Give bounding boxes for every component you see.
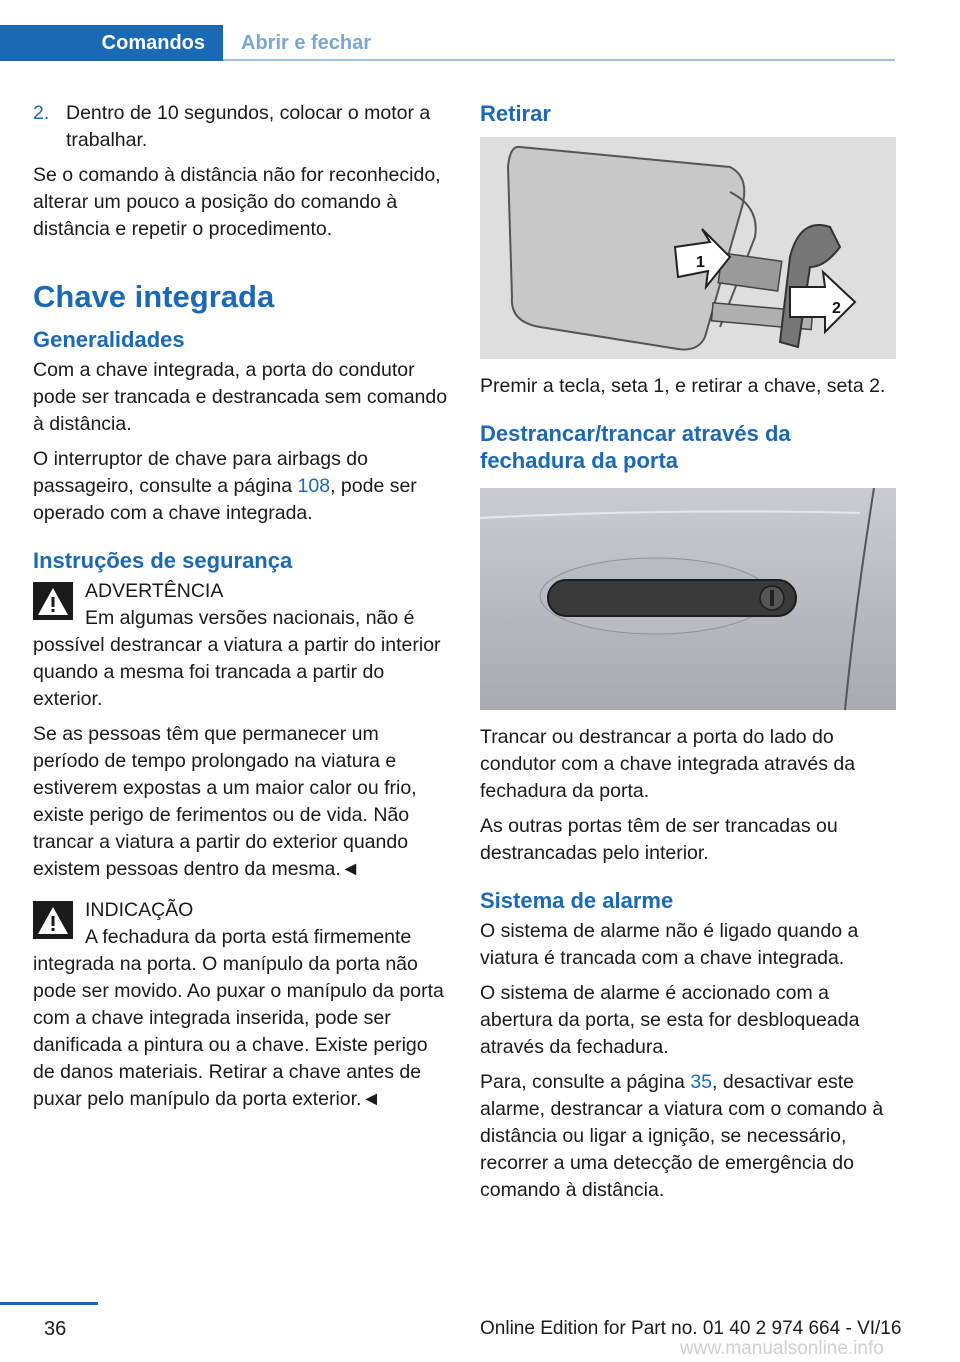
text-span: , pode ser operado com a chave integrada. [33,475,417,524]
heading-alarm: Sistema de alarme [480,888,674,913]
warning-text-1: Em algumas versões nacionais, não é possível destrancar a viatura a partir do interior quando a mesma foi trancada a partir do exterior. [33,607,441,710]
list-number: 2. [33,102,50,124]
figure-label-2: 2 [832,300,841,317]
page-header [0,0,960,62]
notice-block [33,897,449,1113]
list-item [33,100,449,154]
list-text: Dentro de 10 segundos, colocar o motor a trabalhar. [66,102,431,151]
paragraph-alarm-1: O sistema de alarme não é ligado quando a viatura é trancada com a chave integrada. [480,920,859,969]
header-rule [223,59,895,61]
warning-block [33,578,449,883]
figure-key-removal [480,137,896,359]
page-number: 36 [44,1318,67,1340]
footer-edition: Online Edition for Part no. 01 40 2 974 664 - VI/16 [480,1318,902,1339]
figure-label-1: 1 [696,254,705,271]
figure-door-handle [480,488,896,710]
notice-triangle-icon [33,901,73,939]
warning-triangle-icon [33,582,73,620]
heading-retirar: Retirar [480,101,551,126]
text-span: , desactivar este alarme, destrancar a viatura com o comando à distância ou ligar a ignição, se necessário, recorrer a uma detecção de emergência do comando à distância. [480,1071,884,1201]
page-link-35[interactable]: 35 [690,1071,713,1093]
footer-rule [0,1302,98,1305]
text-span: Para, consulte a página [480,1071,691,1093]
section-title-integrated-key: Chave integrada [33,279,275,314]
paragraph-lock-2: As outras portas têm de ser trancadas ou destrancadas pelo interior. [480,815,838,864]
tab-comandos[interactable]: Comandos [0,25,223,61]
left-column [33,100,449,1121]
paragraph-remove-key: Premir a tecla, seta 1, e retirar a chave, seta 2. [480,375,886,397]
door-handle-illustration [480,488,896,710]
paragraph-alarm-2: O sistema de alarme é accionado com a abertura da porta, se esta for desbloqueada através da fechadura. [480,982,860,1058]
paragraph-general-2 [33,446,449,527]
heading-lock-via-door: Destrancar/trancar através da fechadura da porta [480,421,791,473]
notice-text: A fechadura da porta está firmemente integrada na porta. O manípulo da porta não pode ser movido. Ao puxar o manípulo da porta com a chave integrada inserida, pode ser danificada a pintura ou a chave. Existe perigo de danos materiais. Retirar a chave antes de puxar pelo manípulo da porta exterior.◄ [33,926,444,1110]
key-removal-illustration [480,137,896,359]
paragraph-general-1: Com a chave integrada, a porta do condutor pode ser trancada e destrancada sem comando à distância. [33,359,448,435]
paragraph-lock-1: Trancar ou destrancar a porta do lado do condutor com a chave integrada através da fechadura da porta. [480,726,856,802]
page-link-108[interactable]: 108 [297,475,331,497]
watermark: www.manualsonline.info [680,1338,884,1359]
tab-abrir-e-fechar[interactable]: Abrir e fechar [241,31,372,54]
notice-title: INDICAÇÃO [85,899,194,921]
paragraph-alarm-3 [480,1069,896,1204]
right-column [480,100,896,1212]
warning-text-2: Se as pessoas têm que permanecer um período de tempo prolongado na viatura e estiverem expostas a um maior calor ou frio, existe perigo de ferimentos ou de vida. Não trancar a viatura a partir do exterior quando existem pessoas dentro da mesma.◄ [33,723,417,880]
heading-generalidades: Generalidades [33,327,185,352]
text-span: O interruptor de chave para airbags do passageiro, consulte a página [33,448,368,497]
warning-title: ADVERTÊNCIA [85,580,224,602]
paragraph-remote-not-recognized: Se o comando à distância não for reconhecido, alterar um pouco a posição do comando à distância e repetir o procedimento. [33,164,441,240]
heading-safety: Instruções de segurança [33,548,293,573]
